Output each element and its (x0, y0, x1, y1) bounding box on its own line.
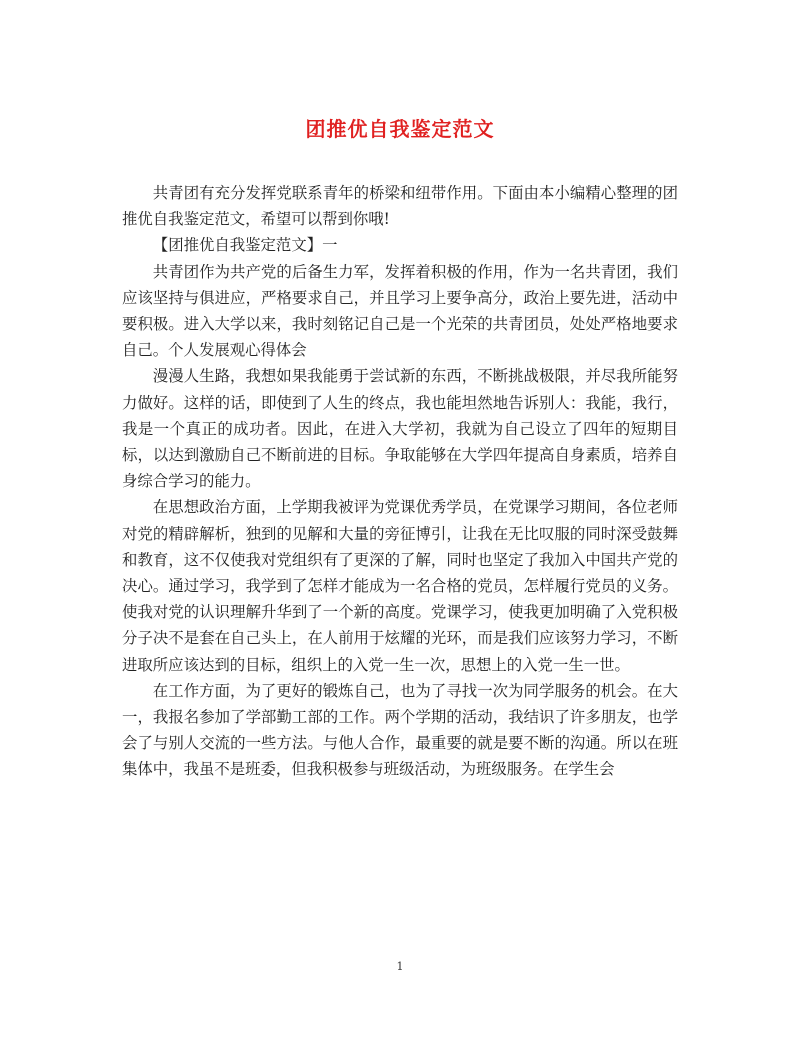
body-paragraph-2: 漫漫人生路，我想如果我能勇于尝试新的东西，不断挑战极限，并尽我所能努力做好。这样的话，即使到了人生的终点，我也能坦然地告诉别人：我能，我行，我是一个真正的成功者。因此，在进入大学初，我就为自己设立了四年的短期目标，以达到激励自己不断前进的目标。争取能够在大学四年提高自身素质，培养自身综合学习的能力。 (122, 367, 678, 491)
page-number: 1 (396, 960, 404, 973)
body-paragraph-3: 在思想政治方面，上学期我被评为党课优秀学员，在党课学习期间，各位老师对党的精辟解析，独到的见解和大量的旁征博引，让我在无比叹服的同时深受鼓舞和教育，这不仅使我对党组织有了更深的了解，同时也坚定了我加入中国共产党的决心。通过学习，我学到了怎样才能成为一名合格的党员，怎样履行党员的义务。使我对党的认识理解升华到了一个新的高度。党课学习，使我更加明确了入党积极分子决不是套在自己头上，在人前用于炫耀的光环，而是我们应该努力学习，不断进取所应该达到的目标，组织上的入党一生一次，思想上的入党一生一世。 (122, 498, 678, 674)
intro-paragraph: 共青团有充分发挥党联系青年的桥梁和纽带作用。下面由本小编精心整理的团推优自我鉴定范文，希望可以帮到你哦! (122, 184, 678, 229)
document-body (122, 180, 678, 783)
body-paragraph-4: 在工作方面，为了更好的锻炼自己，也为了寻找一次为同学服务的机会。在大一，我报名参加了学部勤工部的工作。两个学期的活动，我结识了许多朋友，也学会了与别人交流的一些方法。与他人合作，最重要的就是要不断的沟通。所以在班集体中，我虽不是班委，但我积极参与班级活动，为班级服务。在学生会 (122, 681, 678, 779)
document-title: 团推优自我鉴定范文 (305, 117, 495, 141)
section-heading: 【团推优自我鉴定范文】一 (152, 236, 338, 255)
body-paragraph-1: 共青团作为共产党的后备生力军，发挥着积极的作用，作为一名共青团，我们应该坚持与俱进应，严格要求自己，并且学习上要争高分，政治上要先进，活动中要积极。进入大学以来，我时刻铭记自己是一个光荣的共青团员，处处严格地要求自己。个人发展观心得体会 (122, 262, 678, 360)
